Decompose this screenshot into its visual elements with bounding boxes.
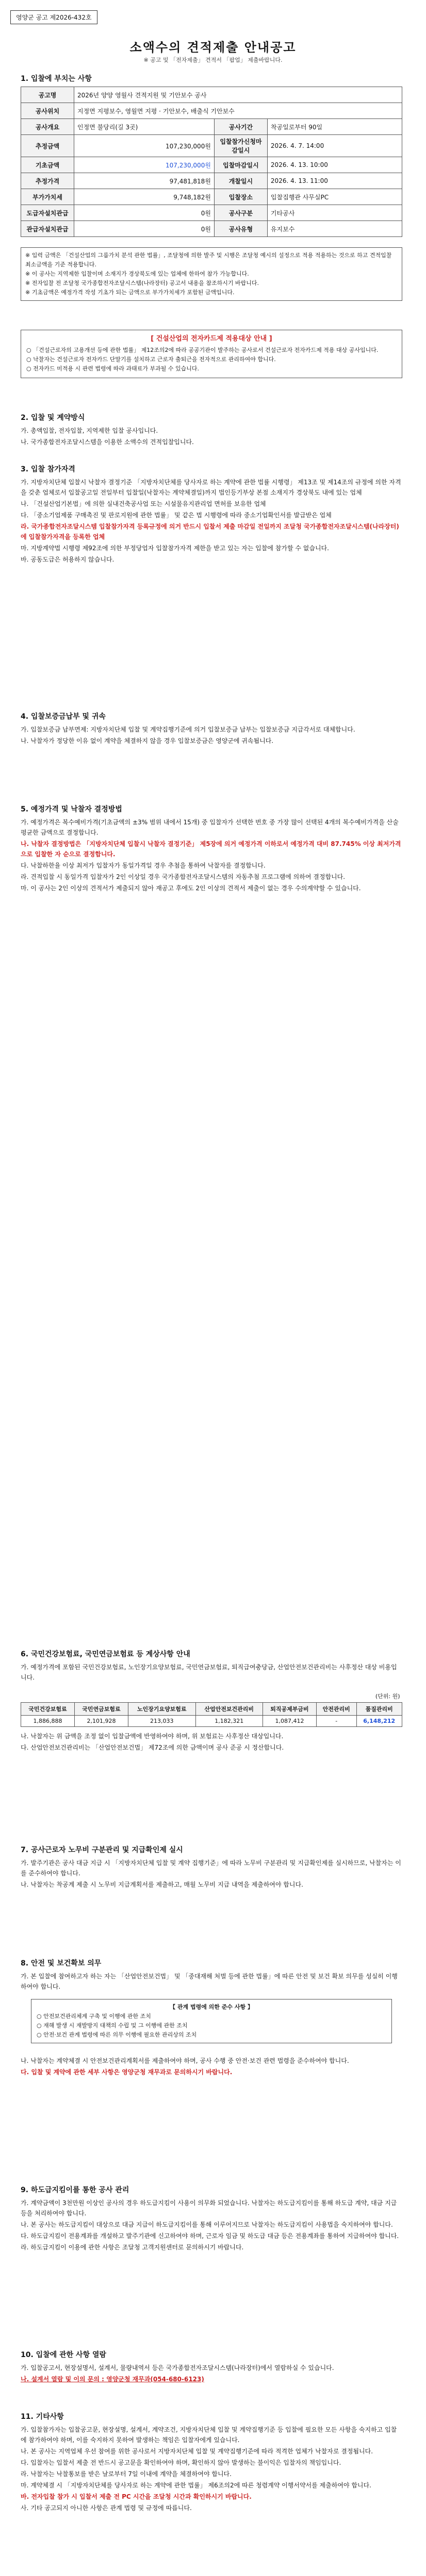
paragraph: 가. 본 입찰에 참여하고자 하는 자는 「산업안전보건법」 및 「중대재해 처벌 등에 관한 법률」에 따른 안전 및 보건 확보 의무를 성실히 이행하여야 합니다.	[21, 1973, 398, 1990]
paragraph: 나. 낙찰자는 계약체결 시 안전보건관리계획서를 제출하여야 하며, 공사 수행 중 안전·보건 관련 법령을 준수하여야 합니다.	[21, 2057, 349, 2064]
table-cell: 인정면 불당리(길 3곳)	[74, 119, 215, 135]
column-header: 국민연금보험료	[75, 1703, 128, 1716]
notice-line: ○ 낙찰자는 건설근로자 전자카드 단말기를 설치하고 근로자 출퇴근을 전자적으로 관리하여야 합니다.	[26, 356, 276, 363]
table-cell: 107,230,000원	[74, 157, 215, 173]
paragraph: 나. 낙찰자가 정당한 이유 없이 계약을 체결하지 않을 경우 입찰보증금은 영양군에 귀속됩니다.	[21, 737, 274, 744]
safety-duty-box	[31, 1999, 392, 2043]
box-title: 【 관계 법령에 의한 준수 사항 】	[170, 2004, 253, 2010]
paragraph: 다. 하도급지킴이 전용계좌를 개설하고 발주기관에 신고하여야 하며, 근로자 임금 및 하도급 대금 등은 전용계좌를 통하여 지급하여야 합니다.	[21, 2232, 399, 2240]
notice-number: 영양군 공고 제2026-432호	[10, 10, 97, 24]
insurance-fee-table	[21, 1690, 402, 1727]
section-8-body-2	[21, 2056, 402, 2078]
table-cell: 1,182,321	[195, 1716, 263, 1727]
table-cell: -	[317, 1716, 357, 1727]
table-row	[21, 221, 402, 237]
note-line: ※ 이 공사는 지역제한 입찰이며 소재지가 경상북도에 있는 업체에 한하여 참가 가능합니다.	[25, 270, 249, 277]
paragraph: 가. 입찰보증금 납부면제: 지방자치단체 입찰 및 계약집행기준에 의거 입찰보증금 납부는 입찰보증금 지급각서로 대체합니다.	[21, 726, 355, 733]
table-cell: 입찰집행관 사무실PC	[267, 189, 402, 205]
table-header-cell: 기초금액	[21, 157, 74, 173]
paragraph: 바. 공동도급은 허용하지 않습니다.	[21, 556, 114, 563]
table-cell: 2,101,928	[75, 1716, 128, 1727]
column-header: 산업안전보건관리비	[195, 1703, 263, 1716]
paragraph: 나. 국가종합전자조달시스템을 이용한 소액수의 견적입찰입니다.	[21, 438, 194, 446]
table-cell: 2026. 4. 13. 11:00	[267, 173, 402, 189]
table-cell: 2026년 양양 영월사 견적지원 및 기안보수 공사	[74, 87, 402, 103]
paragraph: 나. 설계서 열람 및 이의 문의 : 영양군청 재무과(054-680-6123)	[21, 2376, 204, 2383]
paragraph: 라. 낙찰자는 낙찰통보를 받은 날로부터 7일 이내에 계약을 체결하여야 합니다.	[21, 2470, 232, 2478]
table-row	[21, 119, 402, 135]
paragraph: 나. 낙찰자는 착공계 제출 시 노무비 지급계획서를 제출하고, 매월 노무비 지급 내역을 제출하여야 합니다.	[21, 1881, 303, 1888]
table-cell: 213,033	[128, 1716, 196, 1727]
notice-box-title: [ 건설산업의 전자카드제 적용대상 안내 ]	[151, 335, 272, 343]
note-line: ※ 전자입찰 전 조달청 국가종합전자조달시스템(나라장터) 공고서 내용을 참조하시기 바랍니다.	[25, 280, 259, 286]
paragraph: 다. 입찰자는 입찰서 제출 전 반드시 공고문을 확인하여야 하며, 확인하지 않아 발생하는 불이익은 입찰자의 책임입니다.	[21, 2459, 341, 2466]
section-9-body	[21, 2198, 402, 2253]
note-line: ※ 입력 금액은 「건설산업의 그룹가치 분석 관한 법률」, 조달청에 의한 발주 및 시행은 조달청 예시의 설정으로 적용 적용하는 것으로 하고 견적입찰 최소금액을 기준 적용합니다.	[25, 252, 392, 268]
table-header-cell: 추정금액	[21, 135, 74, 157]
box-line: ○ 안전보건관리체계 구축 및 이행에 관한 조치	[37, 2013, 151, 2020]
table-header-cell: 입찰참가신청마감일시	[214, 135, 267, 157]
section-7-body	[21, 1858, 402, 1891]
paragraph: 라. 하도급지킴이 이용에 관한 사항은 조달청 고객지원센터로 문의하시기 바랍니다.	[21, 2244, 244, 2251]
paragraph: 가. 총액입찰, 전자입찰, 지역제한 입찰 공사입니다.	[21, 427, 158, 434]
section-4-title: 4. 입찰보증금납부 및 귀속	[21, 713, 106, 721]
paragraph: 가. 입찰참가자는 입찰공고문, 현장설명, 설계서, 계약조건, 지방자치단체 입찰 및 계약집행기준 등 입찰에 필요한 모든 사항을 숙지하고 입찰에 참가하여야 하며, 이를 숙지하지 못하여 발생하는 책임은 입찰자에게 있습니다.	[21, 2426, 397, 2444]
paragraph: 마. 계약체결 시 「지방자치단체를 당사자로 하는 계약에 관한 법률」 제6조의2에 따른 청렴계약 이행서약서를 제출하여야 합니다.	[21, 2482, 371, 2489]
section-8-title: 8. 안전 및 보건확보 의무	[21, 1959, 102, 1968]
section-1-title: 1. 입찰에 부치는 사항	[21, 75, 92, 83]
section-8-body	[21, 1971, 402, 1993]
table-cell: 지정면 지평보수, 영월면 지평 · 기안보수, 배출식 기안보수	[74, 103, 402, 119]
section-4-body	[21, 724, 402, 747]
section-6-intro: 가. 예정가격에 포함된 국민건강보험료, 노인장기요양보험료, 국민연금보험료, 퇴직급여충당금, 산업안전보건관리비는 사후정산 대상 비용입니다.	[21, 1664, 397, 1681]
unit-label: (단위: 원)	[375, 1693, 400, 1700]
table-header-cell: 부가가치세	[21, 189, 74, 205]
table-cell: 유지보수	[267, 221, 402, 237]
note-line: ※ 기초금액은 예정가격 작성 기초가 되는 금액으로 부가가치세가 포함된 금액입니다.	[25, 289, 235, 296]
section-11-title: 11. 기타사항	[21, 2413, 64, 2421]
section-2-body	[21, 426, 402, 448]
section-11-body	[21, 2425, 402, 2514]
paragraph: 나. 낙찰자는 위 금액을 조정 없이 입찰금액에 반영하여야 하며, 위 보험료는 사후정산 대상입니다.	[21, 1733, 284, 1740]
table-cell: 9,748,182원	[74, 189, 215, 205]
column-header: 안전관리비	[317, 1703, 357, 1716]
box-line: ○ 안전·보건 관계 법령에 따른 의무 이행에 필요한 관리상의 조치	[37, 2031, 197, 2038]
paragraph: 라. 국가종합전자조달시스템 입찰참가자격 등록규정에 의거 반드시 입찰서 제출 마감일 전일까지 조달청 국가종합전자조달시스템(나라장터)에 입찰참가자격을 등록한 업체	[21, 523, 399, 540]
table-header-cell: 공사기간	[214, 119, 267, 135]
section-6-body	[21, 1731, 402, 1754]
table-row	[21, 173, 402, 189]
section-6-title: 6. 국민건강보험료, 국민연금보험료 등 계상사항 안내	[21, 1650, 190, 1658]
table-header-cell: 입찰마감일시	[214, 157, 267, 173]
column-header: 노인장기요양보험료	[128, 1703, 196, 1716]
paragraph: 나. 본 공사는 하도급지킴이 대상으로 대금 지급이 하도급지킴이를 통해 이루어지므로 낙찰자는 하도급지킴이 사용법을 숙지하여야 합니다.	[21, 2221, 393, 2228]
section-2-title: 2. 입찰 및 계약방식	[21, 414, 85, 422]
table-header-cell: 공고명	[21, 87, 74, 103]
bid-info-table	[21, 87, 402, 237]
paragraph: 가. 입찰공고서, 현장설명서, 설계서, 물량내역서 등은 국가종합전자조달시스템(나라장터)에서 열람하실 수 있습니다.	[21, 2364, 334, 2371]
section-7-title: 7. 공사근로자 노무비 구분관리 및 지급확인제 실시	[21, 1846, 183, 1854]
paragraph: 가. 예정가격은 복수예비가격(기초금액의 ±3% 범위 내에서 15개) 중 입찰자가 선택한 번호 중 가장 많이 선택된 4개의 복수예비가격을 산술평균한 금액으로 결정합니다.	[21, 819, 399, 836]
section-5-body	[21, 817, 402, 894]
notice-line: ○ 「건설근로자의 고용개선 등에 관한 법률」 제12조의2에 따라 공공기관이 발주하는 공사로서 건설근로자 전자카드제 적용 대상 공사입니다.	[26, 347, 379, 353]
section-10-title: 10. 입찰에 관한 사항 열람	[21, 2351, 107, 2359]
table-header-cell: 공사구분	[214, 205, 267, 221]
paragraph: 마. 지방계약법 시행령 제92조에 의한 부정당업자 입찰참가자격 제한을 받고 있는 자는 입찰에 참가할 수 없습니다.	[21, 545, 329, 552]
table-header-cell: 개찰일시	[214, 173, 267, 189]
section-3-body	[21, 477, 402, 566]
section-9-title: 9. 하도급지킴이를 통한 공사 관리	[21, 2186, 129, 2194]
table-unit-row	[21, 1690, 402, 1703]
table-header-cell: 공사유형	[214, 221, 267, 237]
table-row	[21, 87, 402, 103]
column-header: 국민건강보험료	[21, 1703, 75, 1716]
table-row	[21, 205, 402, 221]
column-header: 품질관리비	[356, 1703, 402, 1716]
paragraph: 나. 본 공사는 지역업체 우선 참여를 위한 공사로서 지방자치단체 입찰 및 계약집행기준에 따라 적격한 업체가 낙찰자로 결정됩니다.	[21, 2448, 373, 2455]
table-cell: 2026. 4. 7. 14:00	[267, 135, 402, 157]
table-cell: 107,230,000원	[74, 135, 215, 157]
table-cell: 착공일로부터 90일	[267, 119, 402, 135]
table-header-cell: 공사개요	[21, 119, 74, 135]
table-header-cell: 공사위치	[21, 103, 74, 119]
table-cell: 1,886,888	[21, 1716, 75, 1727]
paragraph: 가. 발주기관은 공사 대금 지급 시 「지방자치단체 입찰 및 계약 집행기준」에 따라 노무비 구분관리 및 지급확인제를 실시하므로, 낙찰자는 이를 준수하여야 합니다.	[21, 1859, 401, 1877]
section-3-title: 3. 입찰 참가자격	[21, 465, 75, 473]
paragraph: 라. 견적입찰 시 동일가격 입찰자가 2인 이상일 경우 국가종합전자조달시스템의 자동추첨 프로그램에 의하여 결정합니다.	[21, 873, 346, 880]
table-cell: 1,087,412	[263, 1716, 317, 1727]
table-header-cell: 도급자설치관급	[21, 205, 74, 221]
paragraph: 다. 산업안전보건관리비는 「산업안전보건법」 제72조에 의한 금액이며 공사 준공 시 정산합니다.	[21, 1744, 284, 1751]
section-5-title: 5. 예정가격 및 낙찰자 결정방법	[21, 805, 122, 814]
table-cell: 기타공사	[267, 205, 402, 221]
notice-line: ○ 전자카드 미적용 시 관련 법령에 따라 과태료가 부과될 수 있습니다.	[26, 365, 199, 372]
paragraph: 나. 낙찰자 결정방법은 「지방자치단체 입찰시 낙찰자 결정기준」 제5장에 의거 예정가격 이하로서 예정가격 대비 87.745% 이상 최저가격으로 입찰한 자 순으로 결정합니다.	[21, 840, 401, 858]
table-header-row	[21, 1703, 402, 1716]
table-row	[21, 157, 402, 173]
table-row	[21, 103, 402, 119]
table-header-cell: 입찰장소	[214, 189, 267, 205]
table-cell: 0원	[74, 221, 215, 237]
table-header-cell: 관급자설치관급	[21, 221, 74, 237]
paragraph: 사. 기타 공고되지 아니한 사항은 관계 법령 및 규정에 따릅니다.	[21, 2504, 192, 2512]
page-title: 소액수의 견적제출 안내공고	[129, 40, 297, 55]
table-cell: 6,148,212	[356, 1716, 402, 1727]
paragraph: 가. 계약금액이 3천만원 이상인 공사의 경우 하도급지킴이 사용이 의무화 되었습니다. 낙찰자는 하도급지킴이를 통해 하도급 계약, 대금 지급 등을 처리하여야 합니다.	[21, 2199, 397, 2217]
paragraph: 바. 전자입찰 참가 시 입찰서 제출 전 PC 시간을 조달청 시간과 확인하시기 바랍니다.	[21, 2493, 252, 2500]
column-header: 퇴직공제부금비	[263, 1703, 317, 1716]
section-10-body	[21, 2363, 402, 2385]
subtitle-note: ※ 공고 및 「전자제출」 견적서 「팝업」 제출바랍니다.	[143, 57, 283, 63]
table-cell: 97,481,818원	[74, 173, 215, 189]
table-notes	[21, 247, 402, 301]
table-row	[21, 189, 402, 205]
paragraph: 다. 「중소기업제품 구매촉진 및 판로지원에 관한 법률」 및 같은 법 시행령에 따라 중소기업확인서를 발급받은 업체	[21, 512, 332, 519]
table-row	[21, 135, 402, 157]
box-line: ○ 재해 발생 시 재발방지 대책의 수립 및 그 이행에 관한 조치	[37, 2022, 188, 2029]
paragraph: 마. 이 공사는 2인 이상의 견적서가 제출되지 않아 재공고 후에도 2인 이상의 견적서 제출이 없는 경우 수의계약할 수 있습니다.	[21, 885, 361, 892]
paragraph: 다. 입찰 및 계약에 관한 세부 사항은 영양군청 재무과로 문의하시기 바랍니다.	[21, 2069, 233, 2076]
e-card-notice-box	[21, 330, 402, 378]
table-cell: 2026. 4. 13. 10:00	[267, 157, 402, 173]
paragraph: 가. 지방자치단체 입찰시 낙찰자 결정기준 「지방자치단체를 당사자로 하는 계약에 관한 법률 시행령」 제13조 및 제14조의 규정에 의한 자격을 갖춘 업체로서 입찰공고일 전일부터 입찰일(낙찰자는 계약체결일)까지 법인등기부상 본점 소재지가 경상북도 내에 있는 업체	[21, 479, 401, 496]
table-row	[21, 1716, 402, 1727]
paragraph: 다. 낙찰하한율 이상 최저가 입찰자가 동일가격일 경우 추첨을 통하여 낙찰자를 결정합니다.	[21, 862, 266, 869]
paragraph: 나. 「건설산업기본법」에 의한 실내건축공사업 또는 시설물유지관리업 면허를 보유한 업체	[21, 500, 266, 507]
table-header-cell: 추정가격	[21, 173, 74, 189]
table-cell: 0원	[74, 205, 215, 221]
